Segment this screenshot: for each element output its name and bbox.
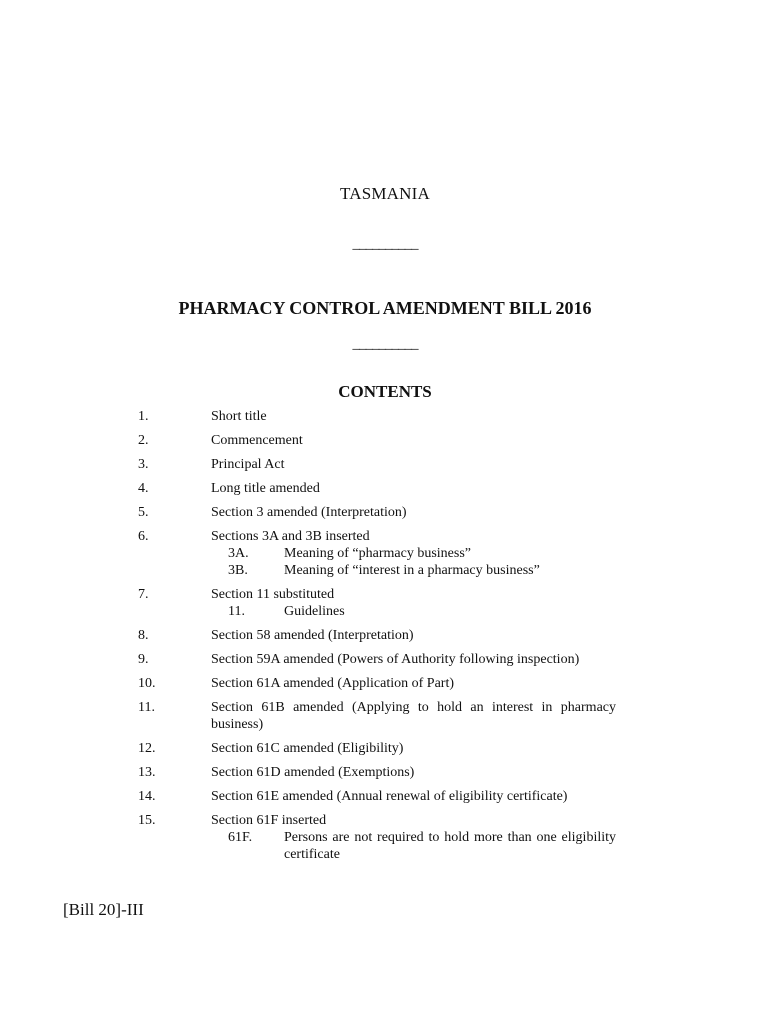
- toc-entry-number: 4.: [138, 481, 149, 496]
- toc-subentry: [228, 545, 616, 562]
- toc-entry-number: 11.: [138, 700, 155, 715]
- toc-entry-number: 3.: [138, 457, 149, 472]
- toc-subentry-title: Guidelines: [284, 604, 345, 619]
- toc-entry: [0, 432, 770, 449]
- toc-entry-number: 1.: [138, 409, 149, 424]
- toc-entry-title: Section 61B amended (Applying to hold an interest in pharmacy business): [211, 700, 616, 732]
- toc-entry-number: 7.: [138, 587, 149, 602]
- toc-entry-number: 2.: [138, 433, 149, 448]
- toc-subentry-title: Meaning of “interest in a pharmacy business”: [284, 563, 540, 578]
- toc-subentry-title: Meaning of “pharmacy business”: [284, 546, 471, 561]
- toc-entry-title: Commencement: [211, 433, 303, 448]
- toc-entry-title: Section 61E amended (Annual renewal of eligibility certificate): [211, 789, 568, 804]
- toc-entry-number: 12.: [138, 741, 156, 756]
- toc-entry-title: Section 58 amended (Interpretation): [211, 628, 414, 643]
- toc-entry: [0, 408, 770, 425]
- toc-entry-title: Section 61D amended (Exemptions): [211, 765, 415, 780]
- toc-entry-title: Long title amended: [211, 481, 320, 496]
- toc-subentry: [228, 562, 616, 579]
- toc-entry: [0, 740, 770, 757]
- separator-rule-top: __________: [352, 236, 418, 252]
- toc-entry: [0, 651, 770, 668]
- toc-entry-title: Short title: [211, 409, 267, 424]
- toc-subentry: [228, 603, 616, 620]
- toc-entry: [0, 480, 770, 497]
- jurisdiction-heading: TASMANIA: [340, 184, 430, 203]
- toc-entry: [0, 764, 770, 781]
- toc-entry-number: 8.: [138, 628, 149, 643]
- bill-reference-footer: [Bill 20]-III: [63, 900, 144, 919]
- toc-subentry-title: Persons are not required to hold more than one eligibility certificate: [284, 830, 616, 862]
- toc-entry-number: 10.: [138, 676, 156, 691]
- toc-entry-number: 9.: [138, 652, 149, 667]
- toc-subentry-number: 3B.: [228, 563, 248, 578]
- toc-entry: [0, 699, 770, 733]
- bill-title: PHARMACY CONTROL AMENDMENT BILL 2016: [178, 298, 592, 318]
- toc-entry-title: Section 61C amended (Eligibility): [211, 741, 404, 756]
- toc-subentry-number: 3A.: [228, 546, 249, 561]
- toc-entry-title: Section 61A amended (Application of Part): [211, 676, 454, 691]
- toc-entry-title: Section 61F inserted: [211, 813, 327, 828]
- toc-entry-title: Section 3 amended (Interpretation): [211, 505, 407, 520]
- toc-entry-title: Sections 3A and 3B inserted: [211, 529, 370, 544]
- toc-entry: [0, 528, 770, 579]
- toc-entry-title: Section 59A amended (Powers of Authority following inspection): [211, 652, 580, 667]
- toc-entry: [0, 627, 770, 644]
- toc-entry-title: Principal Act: [211, 457, 285, 472]
- toc-entry: [0, 504, 770, 521]
- toc-entry: [0, 788, 770, 805]
- toc-entry: [0, 456, 770, 473]
- toc-entry: [0, 675, 770, 692]
- toc-entry-number: 5.: [138, 505, 149, 520]
- toc-entry-title: Section 11 substituted: [211, 587, 335, 602]
- toc-entry-number: 6.: [138, 529, 149, 544]
- toc-entry-number: 13.: [138, 765, 156, 780]
- toc-entry: [0, 812, 770, 863]
- toc-entry-number: 15.: [138, 813, 156, 828]
- toc-entry-number: 14.: [138, 789, 156, 804]
- contents-heading: CONTENTS: [338, 382, 432, 401]
- table-of-contents: [0, 408, 770, 870]
- toc-subentry-number: 11.: [228, 604, 245, 619]
- separator-rule-bottom: __________: [352, 336, 418, 352]
- toc-entry: [0, 586, 770, 620]
- toc-subentry-number: 61F.: [228, 830, 253, 845]
- toc-subentry: [228, 829, 616, 863]
